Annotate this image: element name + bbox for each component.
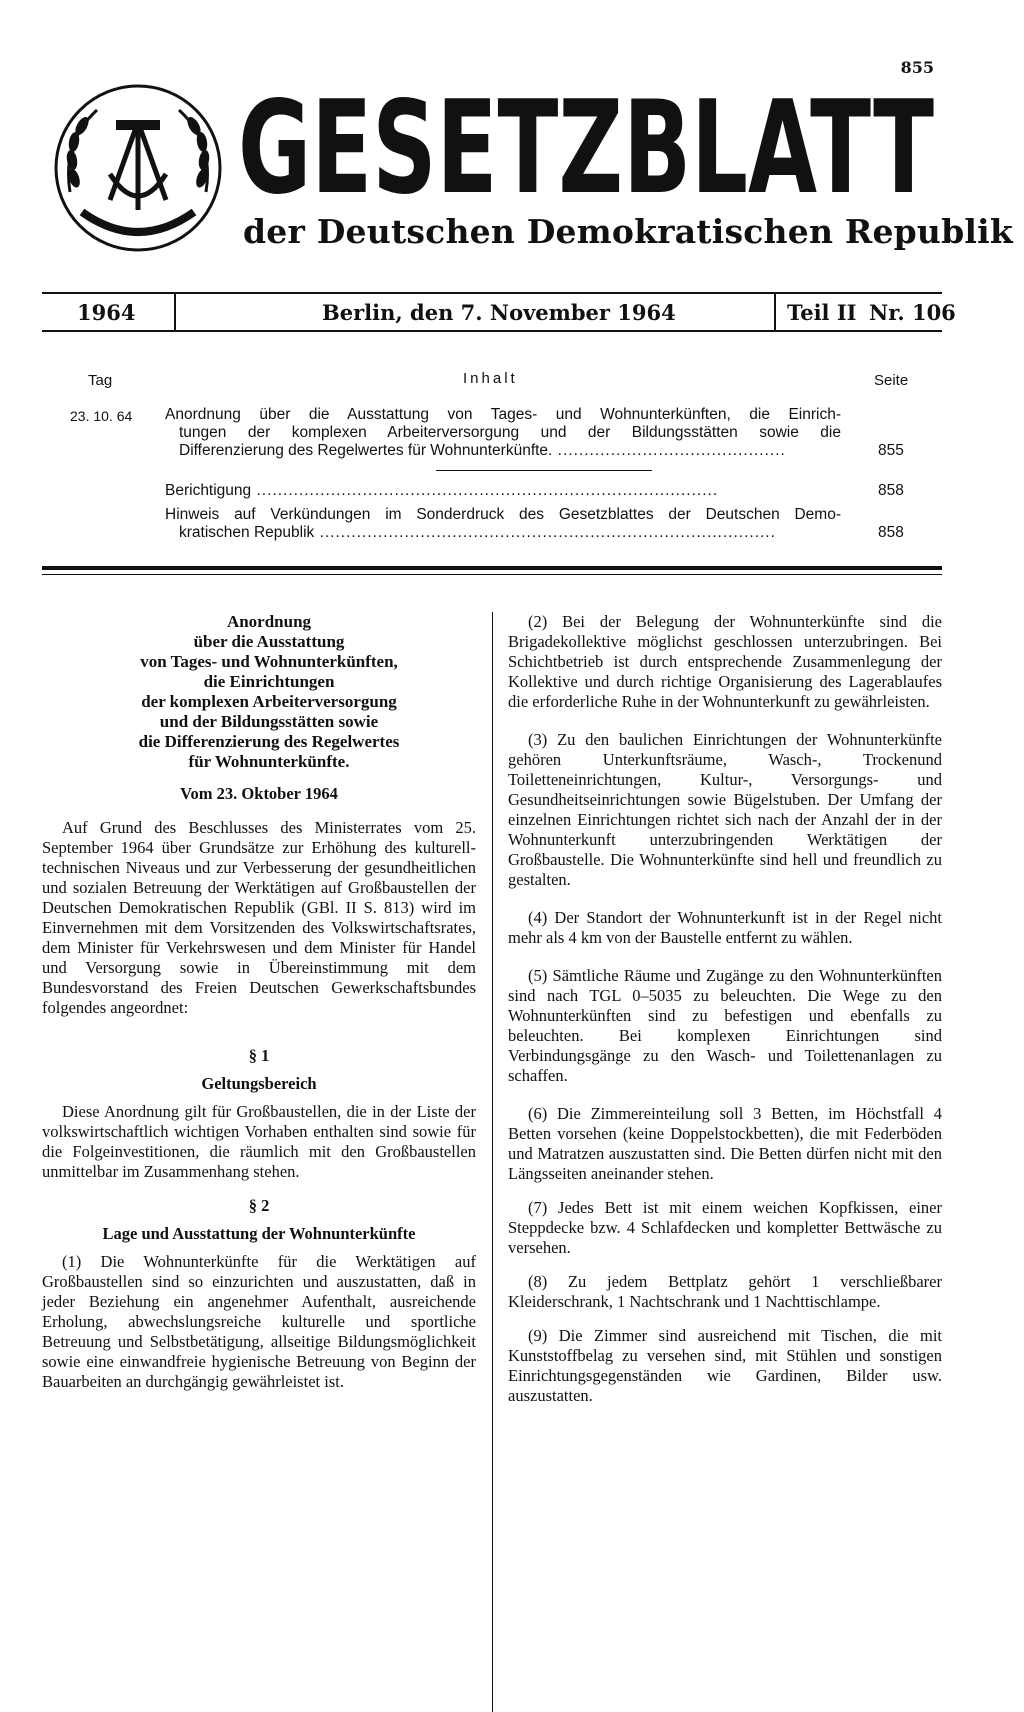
toc-entry-page: 858 [878,524,904,541]
issue-year: 1964 [77,300,136,325]
toc-divider [436,470,652,471]
toc-header-title: Inhalt [463,370,518,387]
paragraph: (4) Der Standort der Wohnunterkunft ist in der Regel nicht mehr als 4 km von der Baustelle entfernt zu wählen. [508,908,942,947]
contents-rule [42,574,942,575]
issue-number: Nr. 106 [869,300,956,325]
paragraph: (5) Sämtliche Räume und Zugänge zu den Wohnunterkünften sind nach TGL 0–5035 zu beleuchten. Die Wege zu den Wohnunterkünften sind zu befestigen und ebenfalls zu beleuchten. Bei komplexen Einrichtungen sind Verbindungsgänge zu den Wasch- und Toilettenanlagen zu schaffen. [508,966,942,1085]
section-title: Lage und Ausstattung der Wohnunterkünfte [102,1224,416,1243]
section-mark: § 1 [248,1046,270,1065]
state-emblem-icon [52,82,224,254]
toc-entry[interactable]: Berichtigung ....................................................................................... [165,482,719,499]
paragraph: (9) Die Zimmer sind ausreichend mit Tischen, die mit Kunststoffbelag zu versehen sind, mit Stühlen und sonstigen Einrichtungsgegenständen wie Gardinen, Bilder usw. auszustatten. [508,1326,942,1405]
section-text: Diese Anordnung gilt für Großbaustellen, die in der Liste der volkswirtschaftlich wichtigen Vorhaben enthalten sind sowie für die Folgeinvestitionen, die räumlich mit den Großbaustellen unmittelbar im Zusammenhang stehen. [42,1102,476,1181]
issue-bar [42,292,956,332]
masthead-subtitle: der Deutschen Demokratischen Republik [243,212,1013,251]
page-number: 855 [900,58,934,77]
issue-part: Teil II [787,300,857,325]
ordinance-date: Vom 23. Oktober 1964 [180,784,338,803]
toc-entry[interactable]: Anordnung über die Ausstattung von Tages- und Wohnunterkünften, die Einrich- tungen der komplexen Arbeiterversorgung und der Bildungsstätten sowie die Differenzierung des Regelwertes für Wohnunterkünfte. ........................................... [165,406,841,459]
toc-entry[interactable]: Hinweis auf Verkündungen im Sonderdruck des Gesetzblattes der Deutschen Demo- kratischen Republik ...................................................................................... [165,506,841,541]
section-mark: § 2 [248,1196,270,1215]
toc-entry-page: 855 [878,442,904,459]
toc-header-page: Seite [874,372,909,389]
paragraph: (7) Jedes Bett ist mit einem weichen Kopfkissen, einer Steppdecke bzw. 4 Schlafdecken und kompletter Bettwäsche zu versehen. [508,1198,942,1257]
left-column [42,612,476,1392]
paragraph: (8) Zu jedem Bettplatz gehört 1 verschließbarer Kleiderschrank, 1 Nachtschrank und 1 Nachttischlampe. [508,1272,942,1311]
section-text: (1) Die Wohnunterkünfte für die Werktätigen auf Großbaustellen sind so einzurichten und auszustatten, daß in jeder Beziehung ein angenehmer Aufenthalt, ausreichende Erholung, abwechslungsreiche kulturelle und sportliche Betreuung und Selbstbetätigung, allseitige Bildungsmöglichkeit sowie eine einwandfreie hygienische Betreuung von Beginn der Bauarbeiten an durchgängig gewährleistet ist. [42,1252,476,1391]
paragraph: (6) Die Zimmereinteilung soll 3 Betten, im Höchstfall 4 Betten vorsehen (keine Doppelstockbetten), die mit Federböden und Matratzen auszustatten sind. Die Betten dürfen nicht mit den Längsseiten aneinander stehen. [508,1104,942,1183]
right-column [508,612,942,1406]
svg-text:GESETZBLATT: GESETZBLATT [238,74,934,204]
toc-entry-page: 858 [878,482,904,499]
contents-rule [42,566,942,570]
paragraph: (2) Bei der Belegung der Wohnunterkünfte sind die Brigadekollektive möglichst geschlossen unterzubringen. Bei Schichtbetrieb ist durch entsprechende Zusammenlegung der Kollektive und durch richtige Organisierung des Lagerablaufes die erforderliche Ruhe in der Wohnunterkunft zu gewährleisten. [508,612,942,711]
column-divider [492,612,493,1712]
section-title: Geltungsbereich [201,1074,317,1093]
issue-place-date: Berlin, den 7. November 1964 [322,300,676,325]
masthead-title [238,74,938,204]
toc-entry-day: 23. 10. 64 [70,408,133,424]
toc-header-day: Tag [88,372,113,389]
ordinance-heading: Anordnung über die Ausstattung von Tages- und Wohnunterkünften, die Einrichtungen der komplexen Arbeiterversorgung und der Bildungsstätten sowie die Differenzierung des Regelwertes für Wohnunterkünfte. [138,612,400,771]
preamble: Auf Grund des Beschlusses des Ministerrates vom 25. September 1964 über Grundsätze zur Erhöhung des kulturell-technischen Niveaus und zur Verbesserung der gesundheitlichen und sozialen Betreuung der Werktätigen auf Großbaustellen der Deutschen Demokratischen Republik (GBl. II S. 813) wird im Einvernehmen mit dem Vorsitzenden des Volkswirtschaftsrates, dem Minister für Verkehrswesen und dem Minister für Handel und Versorgung sowie in Übereinstimmung mit dem Bundesvorstand des Freien Deutschen Gewerkschaftsbundes folgendes angeordnet: [42,818,476,1017]
paragraph: (3) Zu den baulichen Einrichtungen der Wohnunterkünfte gehören Unterkunftsräume, Wasch-, Trockenund Toiletteneinrichtungen, Kultur-, Versorgungs- und Gesundheitseinrichtungen sowie Bügelstuben. Der Umfang der einzelnen Einrichtungen richtet sich nach der Anzahl der in der Wohnunterkunft unterzubringenden Werktätigen der Großbaustelle. Die Wohnunterkünfte sind hell und freundlich zu gestalten. [508,730,942,889]
